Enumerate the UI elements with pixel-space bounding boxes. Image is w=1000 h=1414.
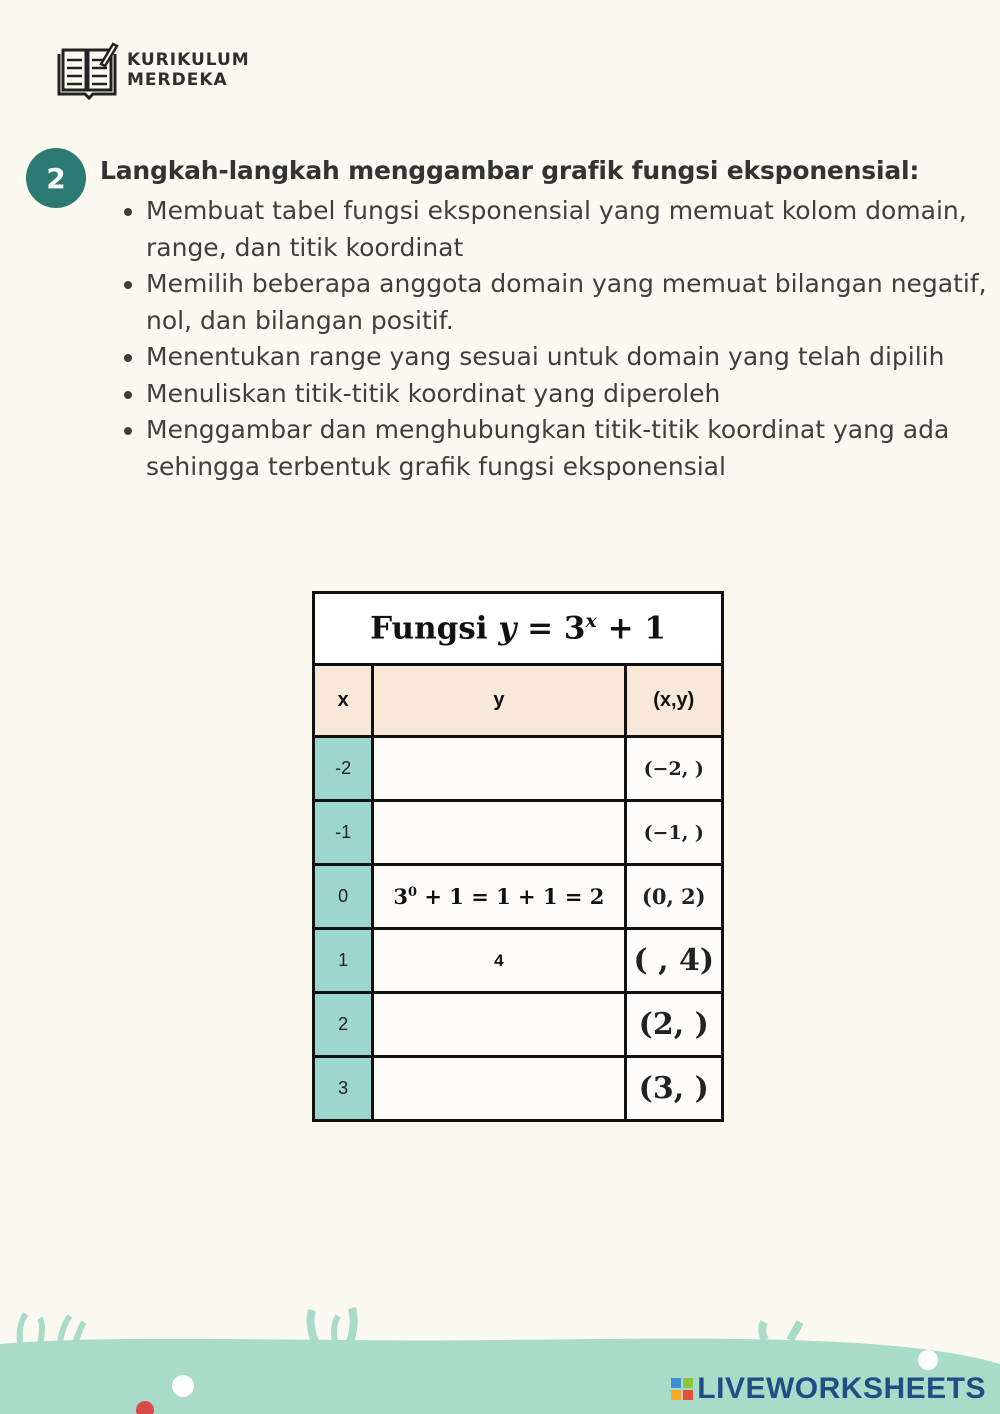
section-heading: Langkah-langkah menggambar grafik fungsi eksponensial:: [100, 156, 920, 185]
section-number-badge: 2: [26, 148, 86, 208]
x-value: -1: [314, 801, 373, 865]
header-pair: (x,y): [625, 665, 723, 737]
y-worked-example: $3^0 + 1 = 1 + 1 = 2$: [373, 865, 625, 929]
x-value: 1: [314, 929, 373, 993]
table-row: [314, 737, 723, 801]
coordinate-pair[interactable]: ( , 4): [625, 929, 723, 993]
step-item: • Membuat tabel fungsi eksponensial yang memuat kolom domain, range, dan titik koordinat: [146, 193, 996, 266]
table-row: [314, 865, 723, 929]
x-value: 0: [314, 865, 373, 929]
steps-list: [116, 193, 996, 485]
y-value: 4: [373, 929, 625, 993]
y-answer-input[interactable]: [373, 737, 625, 801]
table-header-row: [314, 665, 723, 737]
step-item: • Memilih beberapa anggota domain yang memuat bilangan negatif, nol, dan bilangan positif.: [146, 266, 996, 339]
step-item: • Menggambar dan menghubungkan titik-titik koordinat yang ada sehingga terbentuk grafik fungsi eksponensial: [146, 412, 996, 485]
coordinate-pair[interactable]: (−1, ): [625, 801, 723, 865]
liveworksheets-brand: [671, 1372, 986, 1406]
coordinate-pair[interactable]: (3, ): [625, 1057, 723, 1121]
x-value: -2: [314, 737, 373, 801]
step-item: • Menuliskan titik-titik koordinat yang diperoleh: [146, 376, 996, 413]
table-row: [314, 929, 723, 993]
y-answer-input[interactable]: [373, 993, 625, 1057]
table-title: Fungsi $y = 3^x + 1$: [360, 608, 676, 648]
table-row: [314, 993, 723, 1057]
table-row: [314, 1057, 723, 1121]
coordinate-pair[interactable]: (−2, ): [625, 737, 723, 801]
header-y: y: [373, 665, 625, 737]
table-title-cell: [314, 593, 723, 665]
open-book-icon: [55, 40, 119, 100]
x-value: 3: [314, 1057, 373, 1121]
logo-line-2: MERDEKA: [127, 70, 228, 90]
coordinate-pair: (0, 2): [625, 865, 723, 929]
y-answer-input[interactable]: [373, 1057, 625, 1121]
table-row: [314, 801, 723, 865]
kurikulum-merdeka-logo: [55, 40, 250, 100]
brand-logo-icon: [671, 1378, 693, 1400]
header-x: x: [314, 665, 373, 737]
function-table: [312, 591, 724, 1122]
coordinate-pair[interactable]: (2, ): [625, 993, 723, 1057]
logo-line-1: KURIKULUM: [127, 50, 250, 70]
y-answer-input[interactable]: [373, 801, 625, 865]
step-item: • Menentukan range yang sesuai untuk domain yang telah dipilih: [146, 339, 996, 376]
logo-text: [127, 50, 250, 90]
x-value: 2: [314, 993, 373, 1057]
brand-name: LIVEWORKSHEETS: [697, 1372, 986, 1405]
